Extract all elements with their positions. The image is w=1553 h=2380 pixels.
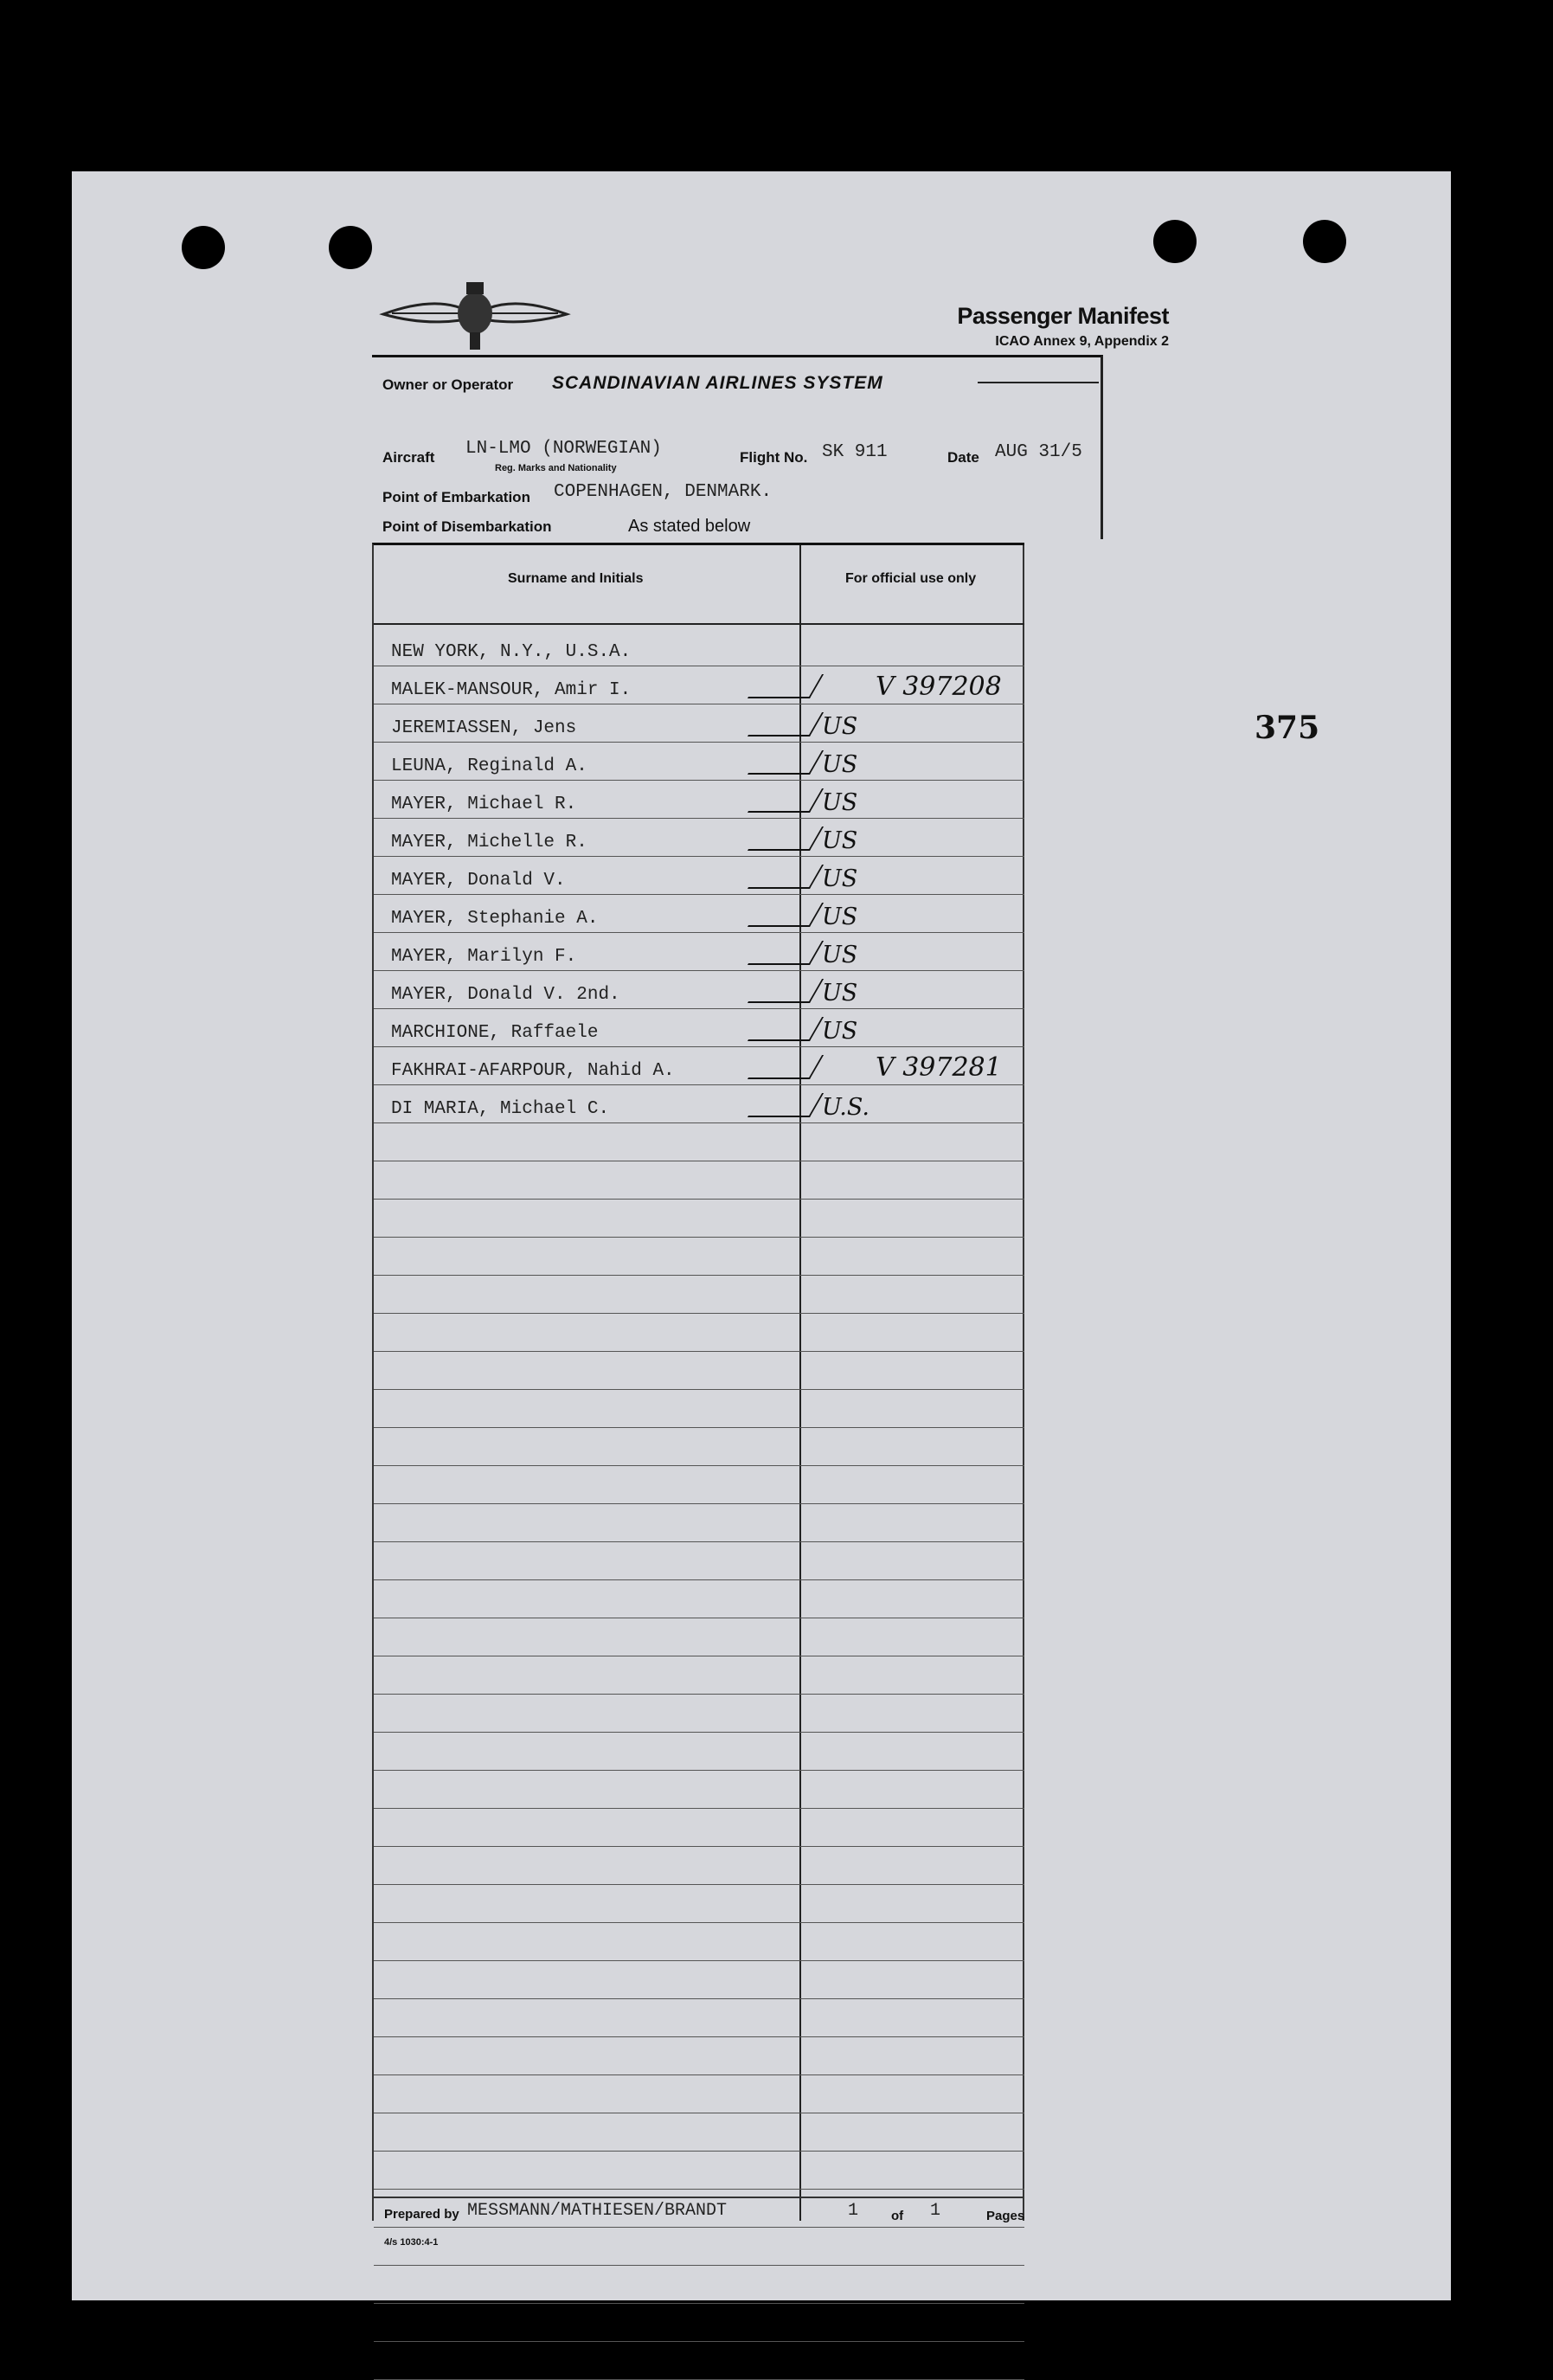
passenger-row [374, 894, 1024, 933]
nationality-mark: US [822, 980, 858, 1007]
empty-row [374, 1237, 1024, 1276]
empty-row [374, 1503, 1024, 1542]
empty-row [374, 2074, 1024, 2113]
passenger-row [374, 818, 1024, 857]
header-divider [374, 623, 1024, 625]
empty-row [374, 1161, 1024, 1200]
empty-row [374, 2113, 1024, 2152]
passenger-name: MAYER, Donald V. 2nd. [391, 985, 620, 1005]
aircraft-label: Aircraft [382, 449, 435, 466]
date-label: Date [947, 449, 979, 466]
punch-hole [182, 226, 225, 269]
passenger-row [374, 627, 1024, 666]
check-mark [748, 674, 824, 698]
empty-row [374, 1313, 1024, 1352]
empty-row [374, 1389, 1024, 1428]
manifest-header-form [372, 355, 1103, 539]
check-mark [748, 903, 824, 927]
airline-wings-logo [379, 275, 571, 355]
passenger-row [374, 666, 1024, 704]
footer-divider [372, 2197, 1023, 2198]
check-mark [748, 941, 824, 965]
flight-value: SK 911 [822, 442, 888, 462]
empty-row [374, 1122, 1024, 1161]
passenger-name: MAYER, Michael R. [391, 794, 577, 814]
empty-row [374, 2227, 1024, 2266]
passenger-row [374, 742, 1024, 781]
form-title: Passenger Manifest [957, 303, 1169, 329]
check-mark [748, 1093, 824, 1117]
passenger-name: FAKHRAI-AFARPOUR, Nahid A. [391, 1061, 675, 1081]
check-mark [748, 788, 824, 813]
prepared-label: Prepared by [384, 2207, 459, 2222]
passenger-row [374, 780, 1024, 819]
empty-row [374, 1846, 1024, 1885]
passenger-row [374, 1008, 1024, 1047]
embark-label: Point of Embarkation [382, 489, 530, 505]
nationality-mark: US [822, 827, 858, 854]
empty-row [374, 2341, 1024, 2380]
passenger-name: MALEK-MANSOUR, Amir I. [391, 680, 632, 700]
aircraft-value: LN-LMO (NORWEGIAN) [465, 439, 662, 459]
visa-number: V 397281 [876, 1052, 1002, 1083]
passenger-name: LEUNA, Reginald A. [391, 756, 587, 776]
reg-label: Reg. Marks and Nationality [495, 463, 617, 473]
disembark-label: Point of Disembarkation [382, 518, 552, 535]
page-label: Pages [986, 2209, 1025, 2223]
empty-row [374, 1960, 1024, 1999]
empty-row [374, 1579, 1024, 1618]
nationality-mark: US [822, 942, 858, 968]
passenger-row [374, 1046, 1024, 1085]
punch-hole [1303, 220, 1346, 263]
empty-row [374, 1656, 1024, 1695]
empty-row [374, 1351, 1024, 1390]
empty-row [374, 1199, 1024, 1238]
passenger-row [374, 970, 1024, 1009]
punch-hole [1153, 220, 1197, 263]
passenger-name: MAYER, Michelle R. [391, 833, 587, 852]
empty-row [374, 1427, 1024, 1466]
passenger-name: MAYER, Stephanie A. [391, 909, 599, 929]
prepared-value: MESSMANN/MATHIESEN/BRANDT [467, 2201, 728, 2221]
check-mark [748, 712, 824, 737]
passenger-name: JEREMIASSEN, Jens [391, 718, 577, 738]
page-number: 1 [848, 2201, 859, 2221]
flight-label: Flight No. [740, 449, 808, 466]
nationality-mark: US [822, 865, 858, 892]
passenger-table [372, 543, 1024, 2221]
passenger-name: MARCHIONE, Raffaele [391, 1023, 599, 1043]
empty-row [374, 2151, 1024, 2190]
passenger-row [374, 932, 1024, 971]
check-mark [748, 750, 824, 775]
check-mark [748, 1017, 824, 1041]
owner-underline [978, 382, 1099, 383]
empty-row [374, 1732, 1024, 1771]
column-header-surname: Surname and Initials [508, 571, 644, 586]
check-mark [748, 865, 824, 889]
page-total: 1 [930, 2201, 941, 2221]
empty-row [374, 1808, 1024, 1847]
disembark-value: As stated below [628, 517, 751, 536]
owner-label: Owner or Operator [382, 376, 514, 393]
empty-row [374, 1275, 1024, 1314]
folio-number: 375 [1255, 710, 1320, 746]
nationality-mark: US [822, 904, 858, 930]
empty-row [374, 1465, 1024, 1504]
empty-row [374, 2303, 1024, 2342]
of-label: of [891, 2209, 904, 2223]
nationality-mark: US [822, 751, 858, 778]
empty-row [374, 2036, 1024, 2075]
embark-value: COPENHAGEN, DENMARK. [554, 482, 773, 502]
empty-row [374, 1922, 1024, 1961]
passenger-name: MAYER, Donald V. [391, 871, 566, 891]
check-mark [748, 979, 824, 1003]
check-mark [748, 827, 824, 851]
nationality-mark: US [822, 1018, 858, 1045]
form-subtitle: ICAO Annex 9, Appendix 2 [995, 334, 1169, 349]
nationality-mark: US [822, 713, 858, 740]
passenger-name: MAYER, Marilyn F. [391, 947, 577, 967]
column-header-official: For official use only [845, 571, 977, 586]
empty-row [374, 1618, 1024, 1656]
passenger-row [374, 704, 1024, 743]
empty-row [374, 1998, 1024, 2037]
nationality-mark: U.S. [822, 1094, 870, 1121]
passenger-row [374, 856, 1024, 895]
check-mark [748, 1055, 824, 1079]
passenger-name: DI MARIA, Michael C. [391, 1099, 610, 1119]
form-code: 4/s 1030:4-1 [384, 2237, 439, 2248]
empty-row [374, 1694, 1024, 1733]
empty-row [374, 1770, 1024, 1809]
empty-row [374, 1541, 1024, 1580]
passenger-name: NEW YORK, N.Y., U.S.A. [391, 642, 632, 662]
empty-row [374, 1884, 1024, 1923]
nationality-mark: US [822, 789, 858, 816]
empty-row [374, 2265, 1024, 2304]
visa-number: V 397208 [876, 672, 1002, 702]
date-value: AUG 31/5 [995, 442, 1082, 462]
passenger-row [374, 1084, 1024, 1123]
owner-value: SCANDINAVIAN AIRLINES SYSTEM [552, 373, 883, 393]
punch-hole [329, 226, 372, 269]
